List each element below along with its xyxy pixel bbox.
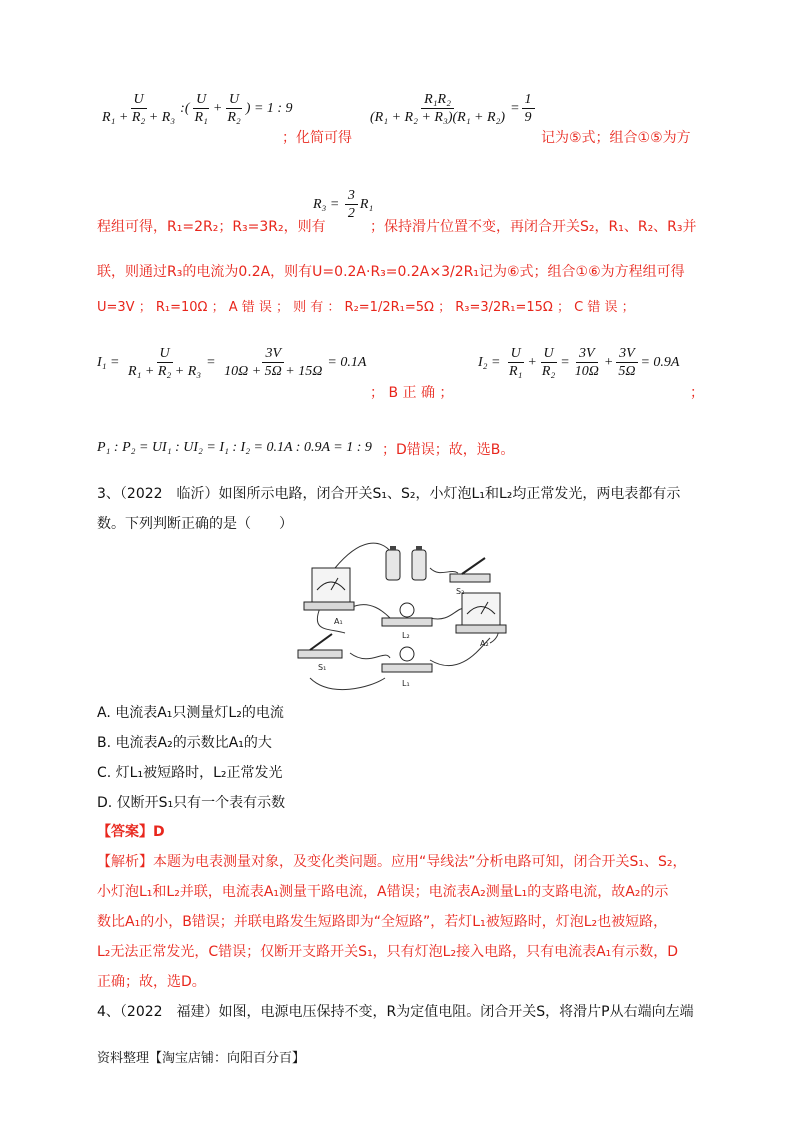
equation-simplified bbox=[365, 92, 537, 126]
fraction-denominator: R₂ bbox=[227, 110, 241, 126]
solution-line-2: 联，则通过R₃的电流为0.2A，则有U=0.2A·R₃=0.2A×3/2R₁记为⑥式；组合①⑥为方程组可得 bbox=[97, 264, 685, 280]
circuit-diagram bbox=[290, 538, 520, 698]
label-l1: L₁ bbox=[402, 679, 410, 688]
option-b: B. 电流表A₂的示数比A₁的大 bbox=[97, 735, 272, 751]
i1-result: = 0.1A bbox=[327, 355, 367, 371]
fraction-denominator: 2 bbox=[347, 206, 355, 222]
option-c: C. 灯L₁被短路时，L₂正常发光 bbox=[97, 765, 283, 781]
label-a2: A₂ bbox=[480, 639, 489, 648]
plus-sign: + bbox=[527, 355, 537, 371]
fraction-one-ninth bbox=[522, 92, 535, 126]
fraction-numerator: 1 bbox=[522, 92, 535, 109]
ammeter-a2-icon bbox=[456, 593, 506, 633]
wire bbox=[430, 608, 465, 619]
fraction-denominator: R₁ bbox=[508, 364, 523, 380]
fraction-numerator: U bbox=[226, 92, 242, 109]
switch-s1-icon bbox=[298, 634, 342, 658]
switch-s2-icon bbox=[450, 558, 490, 582]
d-wrong-note: ；D错误；故，选B。 bbox=[382, 442, 515, 458]
wire bbox=[430, 568, 458, 573]
equation-i2 bbox=[478, 346, 679, 380]
fraction-numerator: U bbox=[131, 92, 147, 109]
fraction-3v-over-5ohm bbox=[615, 346, 638, 380]
wire bbox=[350, 653, 390, 659]
fraction-numerator: U bbox=[193, 92, 209, 109]
r3-rhs: R₁ bbox=[359, 197, 374, 213]
equation-power-ratio: P₁ : P₂ = UI₁ : UI₂ = I₁ : I₂ = 0.1A : 0.9A = 1 : 9 bbox=[97, 440, 372, 455]
fraction-denominator: 9 bbox=[524, 110, 532, 126]
fraction-u-over-r2 bbox=[539, 346, 558, 380]
fraction-denominator: 5Ω bbox=[618, 364, 636, 380]
wire bbox=[350, 605, 390, 618]
fraction-r1r2-over-product bbox=[367, 92, 508, 126]
i1-lhs: I₁ = bbox=[97, 355, 120, 371]
solution-line-1b: ；保持滑片位置不变，再闭合开关S₂，R₁、R₂、R₃并 bbox=[370, 219, 697, 235]
fraction-denominator: R₂ bbox=[541, 364, 556, 380]
equation-ratio-row bbox=[97, 92, 293, 152]
fraction-denominator: 10Ω + 5Ω + 15Ω bbox=[224, 364, 323, 380]
fraction-three-halves bbox=[345, 188, 358, 222]
fraction-3v-over-10ohm bbox=[572, 346, 602, 380]
question-3-line-2: 数。下列判断正确的是（ ） bbox=[97, 516, 293, 532]
equals-sign: = bbox=[206, 355, 216, 371]
label-l2: L₂ bbox=[402, 631, 410, 640]
analysis-line-1: 【解析】本题为电表测量对象，及变化类问题。应用“导线法”分析电路可知，闭合开关S₁、S₂， bbox=[97, 854, 687, 870]
option-a: A. 电流表A₁只测量灯L₂的电流 bbox=[97, 705, 284, 721]
solution-line-3: U=3V ； R₁=10Ω ； A 错 误 ； 则 有 ： R₂=1/2R₁=5Ω ； R₃=3/2R₁=15Ω ； C 错 误 ； bbox=[97, 300, 635, 315]
ratio-result: ) = 1 : 9 bbox=[245, 101, 293, 117]
fraction-u-over-r1 bbox=[506, 346, 525, 380]
analysis-line-4: L₂无法正常发光，C错误；仅断开支路开关S₁，只有灯泡L₂接入电路，只有电流表A₁有示数，D bbox=[97, 944, 679, 960]
fraction-denominator: R₁ bbox=[194, 110, 208, 126]
plus-sign: + bbox=[603, 355, 614, 371]
page-footer: 资料整理【淘宝店铺：向阳百分百】 bbox=[97, 1051, 306, 1066]
equals-sign: = bbox=[560, 355, 570, 371]
fraction-u-over-total bbox=[125, 346, 204, 380]
solution-line-1: 程组可得，R₁=2R₂；R₃=3R₂，则有 bbox=[97, 219, 326, 235]
equals-sign: = bbox=[510, 101, 520, 117]
fraction-numerator: 3 bbox=[345, 188, 358, 205]
b-correct-note: ； B 正 确 ； bbox=[370, 385, 454, 401]
i2-lhs: I₂ = bbox=[478, 355, 501, 371]
fraction-3v-over-30ohm bbox=[221, 346, 325, 380]
i2-result: = 0.9A bbox=[640, 355, 680, 371]
label-s2: S₂ bbox=[456, 587, 465, 596]
analysis-line-2: 小灯泡L₁和L₂并联，电流表A₁测量干路电流，A错误；电流表A₂测量L₁的支路电流，故A₂的示 bbox=[97, 884, 669, 900]
ratio-colon: :( bbox=[180, 101, 190, 117]
fraction-denominator: (R₁ + R₂ + R₃)(R₁ + R₂) bbox=[370, 110, 506, 126]
fraction-denominator: R₁ + R₂ + R₃ bbox=[127, 364, 202, 380]
analysis-line-3: 数比A₁的小，B错误；并联电路发生短路即为“全短路”，若灯L₁被短路时，灯泡L₂也被短路， bbox=[97, 914, 668, 930]
fraction-u-over-sum bbox=[99, 92, 178, 126]
formula-label-5: 记为⑤式；组合①⑤为方 bbox=[541, 130, 691, 146]
fraction-numerator: U bbox=[541, 346, 557, 363]
fraction-u-over-r1 bbox=[191, 92, 210, 126]
fraction-numerator: U bbox=[508, 346, 524, 363]
equation-i1 bbox=[97, 346, 366, 380]
fraction-numerator: 3V bbox=[262, 346, 284, 363]
label-s1: S₁ bbox=[318, 663, 327, 672]
ammeter-a1-icon bbox=[304, 568, 354, 610]
battery-icon bbox=[386, 546, 426, 580]
analysis-line-5: 正确；故，选D。 bbox=[97, 974, 206, 990]
question-4-line-1: 4、（2022 福建）如图，电源电压保持不变，R为定值电阻。闭合开关S，将滑片P从右端向左端 bbox=[97, 1004, 694, 1020]
simplify-note: ；化简可得 bbox=[282, 130, 352, 146]
fraction-numerator: 3V bbox=[616, 346, 638, 363]
label-a1: A₁ bbox=[334, 617, 343, 626]
semicolon-end: ； bbox=[690, 385, 704, 401]
wire bbox=[310, 678, 385, 690]
lamp-l1-icon bbox=[382, 647, 432, 672]
option-d: D. 仅断开S₁只有一个表有示数 bbox=[97, 795, 286, 811]
fraction-numerator: R₁R₂ bbox=[421, 92, 454, 109]
fraction-u-over-r2 bbox=[224, 92, 243, 126]
r3-lhs: R₃ = bbox=[313, 197, 340, 213]
fraction-denominator: 10Ω bbox=[574, 364, 599, 380]
fraction-numerator: U bbox=[157, 346, 173, 363]
plus-sign: + bbox=[212, 101, 223, 117]
fraction-denominator: R₁ + R₂ + R₃ bbox=[102, 110, 176, 126]
lamp-l2-icon bbox=[382, 603, 432, 626]
answer-label: 【答案】D bbox=[97, 824, 165, 840]
fraction-numerator: 3V bbox=[576, 346, 598, 363]
question-3-line-1: 3、（2022 临沂）如图所示电路，闭合开关S₁、S₂，小灯泡L₁和L₂均正常发光，两电表都有示 bbox=[97, 486, 681, 502]
wire bbox=[335, 543, 392, 568]
